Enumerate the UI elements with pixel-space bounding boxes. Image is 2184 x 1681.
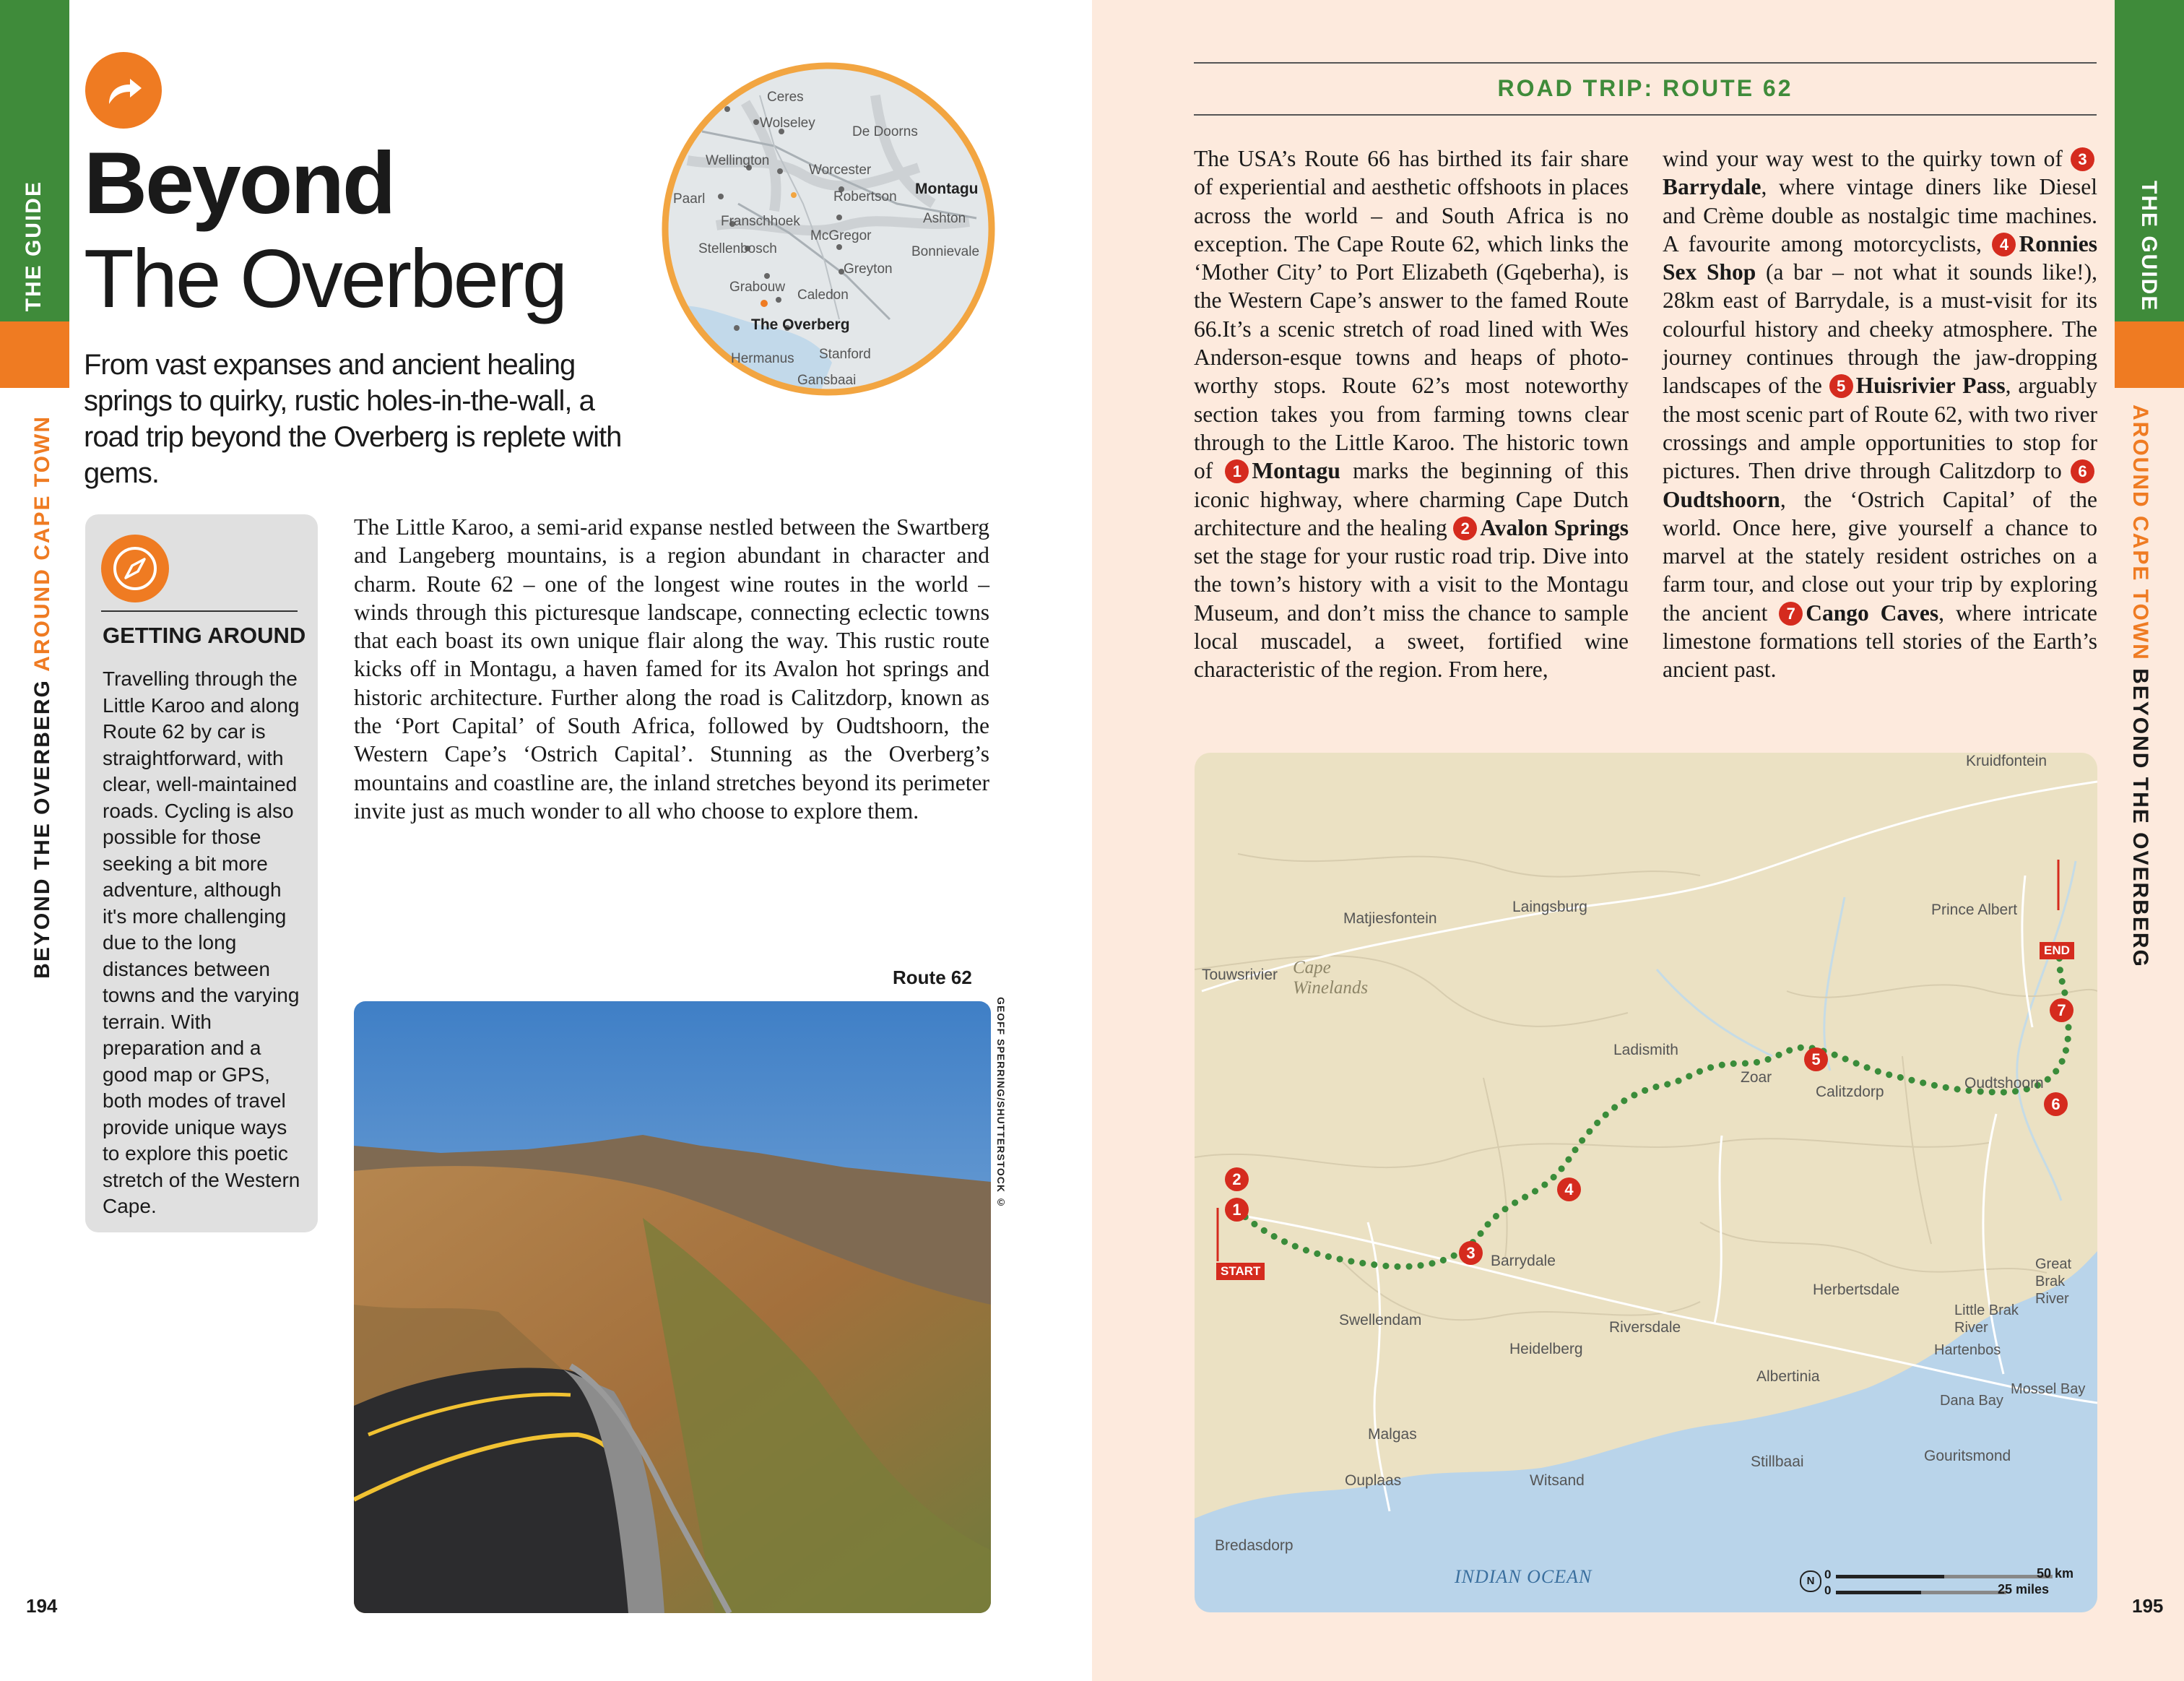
map-start-label: START	[1216, 1263, 1265, 1280]
locator-place: Worcester	[809, 163, 872, 178]
locator-place: Ashton	[923, 211, 966, 226]
locator-place: Wolseley	[760, 116, 815, 131]
text-run: , where intricate limestone formations tell stories of the Earth’s ancient past.	[1663, 600, 2097, 683]
map-town: Zoar	[1741, 1069, 1772, 1086]
stop-marker: 5	[1829, 374, 1853, 398]
scale-zero-km: 0	[1824, 1568, 1832, 1581]
roadtrip-text-col2	[1663, 144, 2097, 684]
map-town: Bredasdorp	[1215, 1537, 1294, 1554]
map-town: Albertinia	[1756, 1368, 1820, 1385]
map-stop-marker: 7	[2050, 998, 2074, 1022]
map-town: Kruidfontein	[1966, 753, 2048, 769]
locator-place: Paarl	[673, 191, 706, 207]
stop-marker: 2	[1453, 517, 1477, 540]
locator-place: Montagu	[915, 181, 979, 197]
side-tab-section	[0, 321, 69, 388]
locator-place: Hermanus	[731, 351, 794, 366]
stop-name: Montagu	[1252, 458, 1340, 484]
map-stop-marker: 5	[1804, 1047, 1828, 1071]
compass-icon	[101, 535, 169, 602]
scale-bar	[1836, 1591, 2006, 1594]
section-head-rule-bottom	[1194, 114, 2097, 116]
stop-name: Avalon Springs	[1480, 514, 1629, 540]
side-tab-guide-label-right: THE GUIDE	[2137, 181, 2161, 312]
map-town: Dana Bay	[1940, 1393, 2003, 1409]
map-town: Gouritsmond	[1924, 1448, 2011, 1464]
scale-bar	[1836, 1575, 2053, 1578]
map-stop-marker: 3	[1459, 1241, 1483, 1265]
map-town: Malgas	[1368, 1426, 1417, 1443]
locator-place: De Doorns	[852, 124, 918, 139]
getting-around-box	[85, 514, 318, 1232]
locator-place: Wellington	[706, 153, 770, 168]
photo-caption: Route 62	[893, 967, 972, 988]
roadtrip-text-col1	[1194, 144, 1629, 684]
map-town: Hartenbos	[1934, 1342, 2001, 1358]
text-run: , where vintage diners like Diesel and Crème double as nostalgic time machines. A favourite among motorcyclists,	[1663, 174, 2097, 256]
text-run: The USA’s Route 66 has birthed its fair share of experiential and aesthetic offshoots in places across the world – and South Africa is no exception. The Cape Route 62, which links the ‘Mother City’ to Port Elizabeth (Gqeberha), is the Western Cape’s answer to the famed Route 66.It’s a scenic stretch of road lined with Wes Anderson-esque towns and heaps of photo-worthy stops. Route 62’s most noteworthy section takes you from farming towns clear through to the Little Karoo. The historic town of	[1194, 146, 1629, 484]
page-number-right: 195	[2132, 1595, 2164, 1617]
text-run: set the stage for your rustic road trip. Dive into the town’s history with a visit to the Montagu Museum, and don’t miss the chance to sample local muscadel, a sweet, fortified wine characteristic of the region. From here,	[1194, 543, 1629, 683]
route-map	[1195, 753, 2097, 1612]
stop-marker: 7	[1779, 602, 1803, 626]
stop-marker: 6	[2071, 459, 2094, 483]
map-town: Touwsrivier	[1202, 967, 1278, 983]
map-town: Stillbaai	[1751, 1453, 1804, 1470]
map-town: Oudtshoorn	[1964, 1075, 2044, 1092]
map-town: Witsand	[1530, 1472, 1585, 1489]
lede: From vast expanses and ancient healing springs to quirky, rustic holes-in-the-wall, a road trip beyond the Overberg is replete with gems.	[84, 349, 622, 489]
map-town: Laingsburg	[1512, 899, 1587, 915]
map-town: Ladismith	[1613, 1042, 1678, 1058]
scale-zero-mi: 0	[1824, 1583, 1832, 1597]
text-run: marks the beginning of this iconic highway, where charming Cape Dutch architecture and the healing	[1194, 458, 1629, 540]
map-town: Barrydale	[1491, 1253, 1556, 1269]
locator-place: Ceres	[767, 90, 804, 105]
stop-name: Ronnies Sex Shop	[1663, 230, 2097, 285]
text-run: (a bar – not what it sounds like!), 28km east of Barrydale, is a must-visit for its colourful history and cheeky atmosphere. The journey continues through the jaw-dropping landscapes of the	[1663, 259, 2098, 399]
map-town: Heidelberg	[1509, 1341, 1583, 1357]
running-head-chapter: BEYOND THE OVERBERG	[2128, 668, 2152, 968]
photo-credit: GEOFF SPERRING/SHUTTERSTOCK ©	[995, 997, 1007, 1209]
stop-marker: 3	[2071, 147, 2094, 171]
locator-place: Stanford	[819, 347, 871, 362]
stop-name: Cango Caves	[1806, 600, 1939, 626]
locator-place: McGregor	[810, 228, 872, 243]
map-stop-marker: 1	[1225, 1198, 1249, 1222]
side-tab-section-right	[2115, 321, 2184, 388]
map-region-label: Cape Winelands	[1293, 958, 1369, 998]
locator-place: Gansbaai	[797, 373, 857, 388]
locator-place: Caledon	[797, 288, 849, 303]
getting-around-rule	[101, 610, 298, 612]
scale-miles-label: 25 miles	[1998, 1582, 2050, 1596]
map-stop-marker: 4	[1557, 1177, 1581, 1201]
stop-marker: 1	[1225, 459, 1249, 483]
running-head-section: AROUND CAPE TOWN	[2128, 405, 2152, 661]
text-run: wind your way west to the quirky town of	[1663, 146, 2063, 171]
map-town: Swellendam	[1339, 1312, 1422, 1328]
running-head-left	[30, 415, 55, 979]
stop-name: Huisrivier Pass	[1855, 373, 2006, 399]
locator-place: Bonnievale	[911, 244, 980, 259]
map-town: Herbertsdale	[1813, 1282, 1900, 1298]
getting-around-heading: GETTING AROUND	[103, 623, 306, 648]
page-number-left: 194	[26, 1595, 58, 1617]
stop-name: Barrydale	[1663, 174, 1762, 200]
north-arrow-icon: N	[1800, 1570, 1821, 1592]
route62-road-photo	[354, 1001, 991, 1613]
map-stop-marker: 2	[1225, 1167, 1249, 1191]
running-head-right	[2128, 405, 2152, 968]
section-head-rule-top	[1194, 62, 2097, 64]
stop-name: Oudtshoorn	[1663, 486, 1780, 512]
map-stop-marker: 6	[2044, 1092, 2068, 1116]
locator-place: Greyton	[844, 262, 893, 277]
map-town: Calitzdorp	[1816, 1084, 1884, 1100]
locator-place: Franschhoek	[721, 214, 800, 229]
getting-around-body: Travelling through the Little Karoo and along Route 62 by car is straightforward, with clear, well-maintained roads. Cycling is also possible for those seeking a bit more adventure, although it's more challenging due to the long distances between towns and the varying terrain. With preparation and a good map or GPS, both modes of travel provide unique ways to explore this poetic stretch of the Western Cape.	[103, 667, 300, 1217]
locator-place-highlight: The Overberg	[751, 316, 850, 333]
stop-marker: 4	[1992, 233, 2016, 256]
map-end-label: END	[2040, 942, 2074, 959]
locator-map	[659, 59, 998, 399]
map-town: Prince Albert	[1931, 902, 2018, 918]
text-run: , arguably the most scenic part of Route 62, with two river crossings and ample opportunities to stop for pictures. Then drive through Calitzdorp to	[1663, 373, 2097, 484]
page-title-line2: The Overberg	[84, 233, 566, 325]
share-arrow-icon	[85, 52, 162, 129]
locator-place: Robertson	[833, 189, 897, 204]
map-town: Mossel Bay	[2011, 1381, 2086, 1397]
scale-km-label: 50 km	[2037, 1566, 2074, 1581]
map-town: Matjiesfontein	[1343, 910, 1437, 927]
side-tab-guide-label: THE GUIDE	[22, 181, 46, 312]
page-title-line1: Beyond	[84, 134, 394, 232]
text-run: , the ‘Ostrich Capital’ of the world. Once here, give yourself a chance to marvel at the stately resident ostriches on a farm tour, and close out your trip by exploring the ancient	[1663, 486, 2097, 626]
locator-place: Grabouw	[729, 280, 786, 295]
running-head-section: AROUND CAPE TOWN	[30, 415, 54, 672]
intro-body-text: The Little Karoo, a semi-arid expanse nestled between the Swartberg and Langeberg mountains, is a region abundant in character and charm. Route 62 – one of the longest wine routes in the world – winds through this picturesque landscape, connecting eclectic towns that each boast its own unique flair along the way. This rustic route kicks off in Montagu, a haven famed for its Avalon hot springs and historic architecture. Further along the road is Calitzdorp, known as the ‘Port Capital’ of South Africa, followed by Oudtshoorn, the Western Cape’s ‘Ostrich Capital’. Stunning as the Overberg’s mountains and coastline are, the inland stretches beyond its perimeter invite just as much wonder to all who choose to explore them.	[354, 514, 989, 824]
map-ocean-label: INDIAN OCEAN	[1455, 1566, 1592, 1587]
map-town: Great Brak River	[2035, 1256, 2072, 1307]
running-head-chapter: BEYOND THE OVERBERG	[30, 679, 54, 979]
map-town: Ouplaas	[1345, 1472, 1402, 1489]
map-town: Riversdale	[1609, 1319, 1681, 1336]
map-town: Little Brak River	[1954, 1302, 2019, 1336]
locator-place: Stellenbosch	[698, 241, 777, 256]
section-head: ROAD TRIP: ROUTE 62	[1497, 75, 1793, 101]
